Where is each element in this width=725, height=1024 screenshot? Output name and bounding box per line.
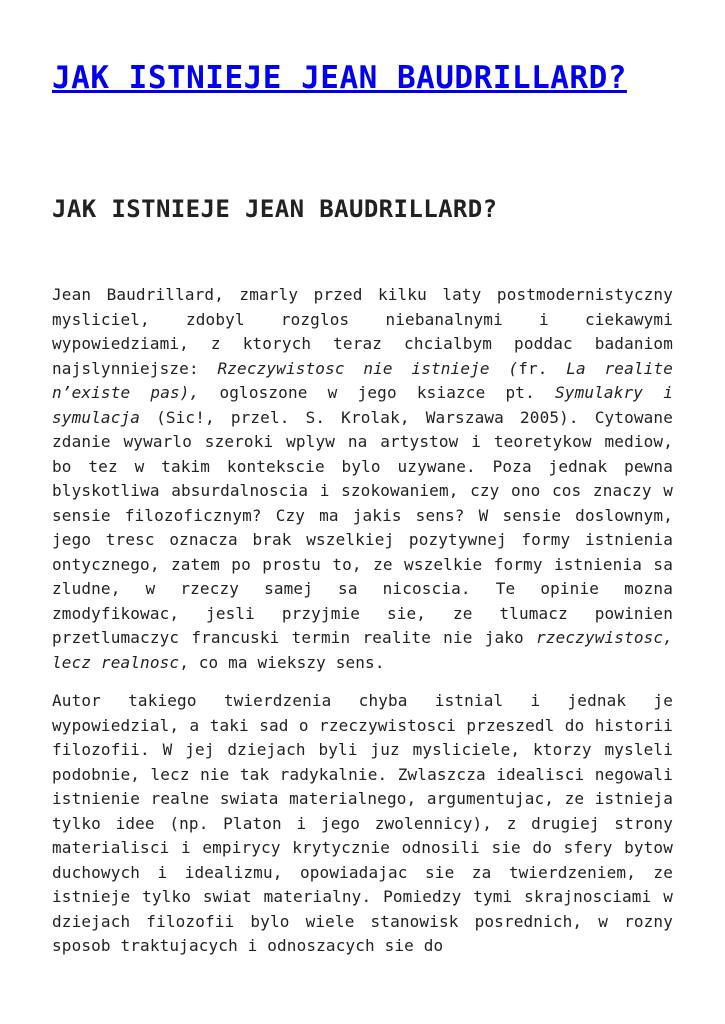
paragraph-1-italic-title: Rzeczywistosc nie istnieje ( xyxy=(217,358,519,378)
paragraph-1-text: fr. xyxy=(518,358,567,378)
article xyxy=(52,58,674,955)
paragraph-1-italic-book: Symulakry i symulacja xyxy=(52,383,673,427)
article-heading: JAK ISTNIEJE JEAN BAUDRILLARD? xyxy=(52,195,498,223)
paragraph-1-text: ogloszone w jego ksiazce pt. xyxy=(199,383,556,402)
paragraph-1-text: Jean Baudrillard, zmarly przed kilku laty postmodernistyczny mysliciel, zdobyl rozglos niebanalnymi i ciekawymi wypowiedziami, z ktorych teraz chcialbym poddac badaniom najslynniejsze: xyxy=(52,285,673,378)
paragraph-1 xyxy=(52,283,673,675)
article-body xyxy=(52,283,673,973)
article-title-link[interactable]: JAK ISTNIEJE JEAN BAUDRILLARD? xyxy=(52,60,627,96)
paragraph-1-italic-french: La realite n’existe pas), xyxy=(52,358,674,402)
paragraph-1-text: , co ma wiekszy sens. xyxy=(179,652,385,672)
paragraph-2 xyxy=(52,689,673,959)
paragraph-2-text: Autor takiego twierdzenia chyba istnial i jednak je wypowiedzial, a taki sad o rzeczywistosci przeszedl do historii filozofii. W jej dziejach byli juz mysliciele, ktorzy mysleli podobnie, lecz nie tak radykalnie. Zwlaszcza idealisci negowali istnienie realne swiata materialnego, argumentujac, ze istnieja tylko idee (np. Platon i jego zwolennicy), z drugiej strony materialisci i empirycy krytycznie odnosili sie do sfery bytow duchowych i idealizmu, opowiadajac sie za twierdzeniem, ze istnieje tylko swiat materialny. Pomiedzy tymi skrajnosciami w dziejach filozofii bylo wiele stanowisk posrednich, w rozny sposob traktujacych i odnoszacych sie do xyxy=(52,691,673,955)
paragraph-1-text: (Sic!, przel. S. Krolak, Warszawa 2005). Cytowane zdanie wywarlo szeroki wplyw na artystow i teoretykow mediow, bo tez w takim kontekscie bylo uzywane. Poza jednak pewna blyskotliwa absurdalnoscia i szokowaniem, czy ono cos znaczy w sensie filozoficznym? Czy ma jakis sens? W sensie doslownym, jego tresc oznacza brak wszelkiej pozytywnej formy istnienia ontycznego, zatem po prostu to, ze wszelkie formy istnienia sa zludne, w rzeczy samej sa nicoscia. Te opinie mozna zmodyfikowac, jesli przyjmie sie, ze tlumacz powinien przetlumaczyc francuski termin realite nie jako xyxy=(52,407,673,647)
paragraph-1-italic-term: rzeczywistosc, lecz realnosc xyxy=(52,628,673,672)
